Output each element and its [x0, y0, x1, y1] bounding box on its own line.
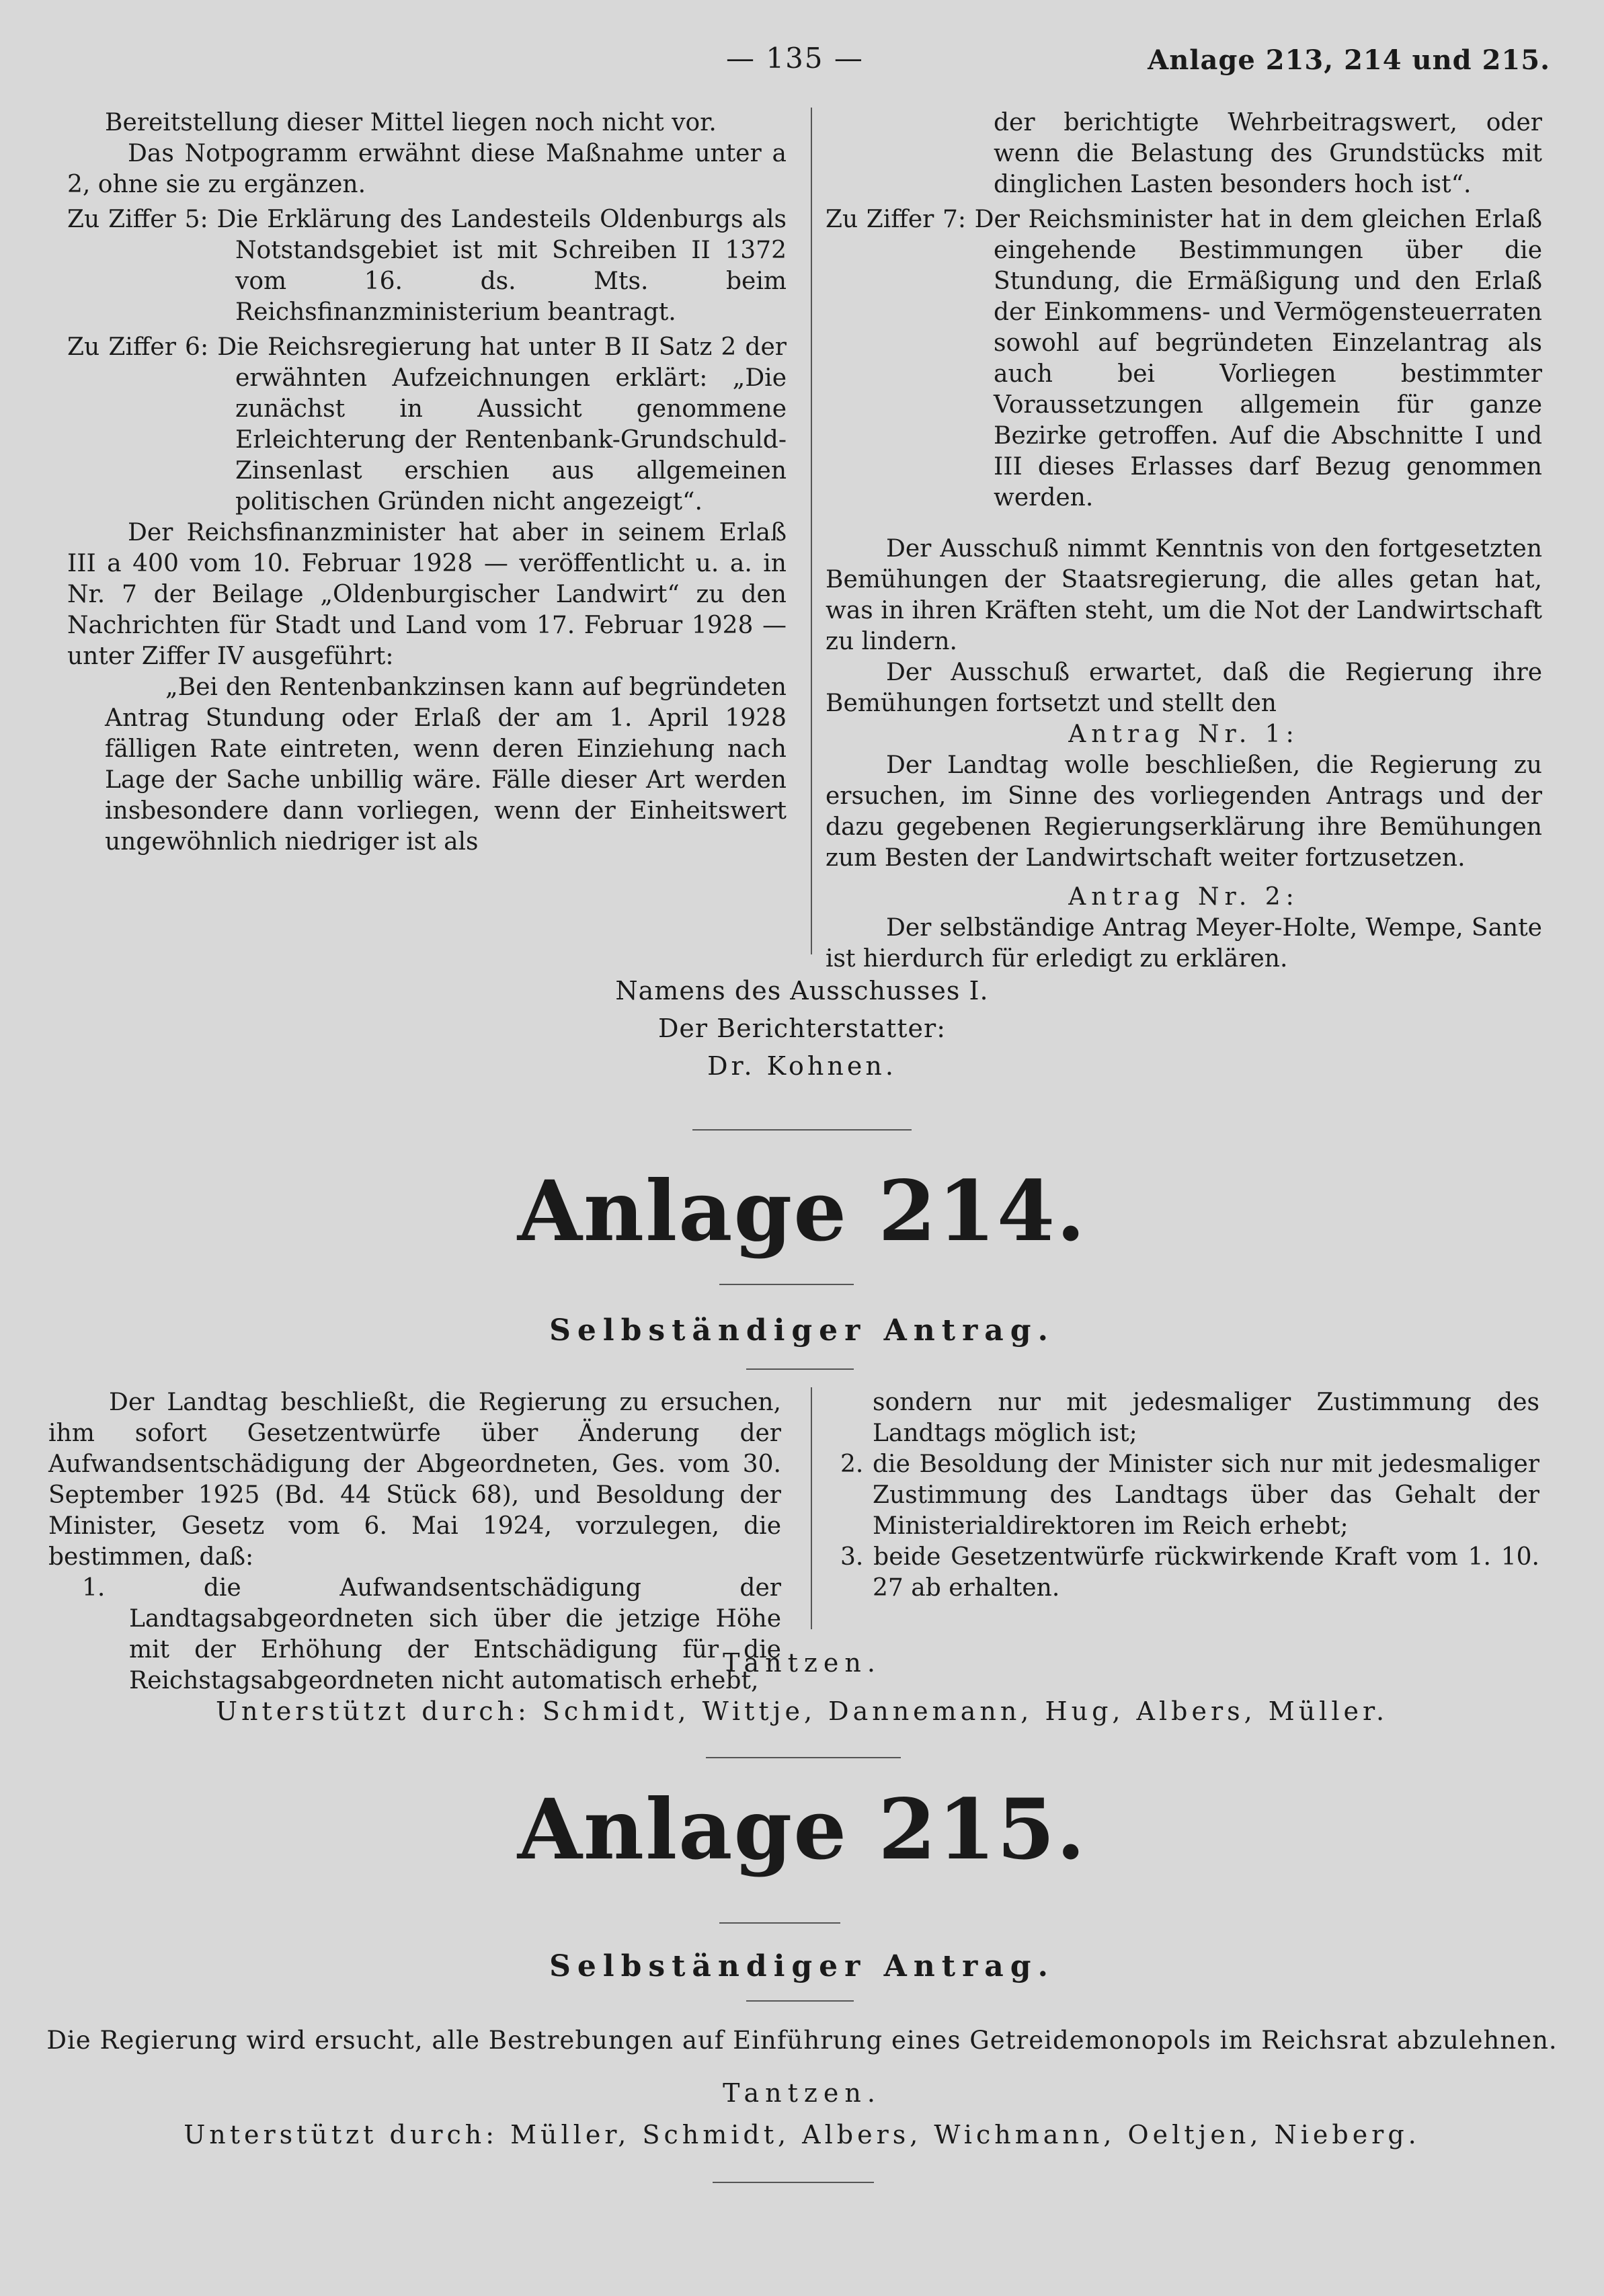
supporters-line: Unterstützt durch: Schmidt, Wittje, Dannemann, Hug, Albers, Müller.: [215, 1696, 1389, 1726]
divider-rule: [692, 1129, 912, 1131]
divider-rule: [713, 2182, 874, 2183]
quote-paragraph: „Bei den Rentenbankzinsen kann auf begründeten Antrag Stundung oder Erlaß der am 1. April 1928 fälligen Rate eintreten, wenn deren Einziehung nach Lage der Sache unbillig wäre. Fälle dieser Art werden insbesondere dann vorliegen, wenn der Einheitswert ungewöhnlich niedriger ist als: [105, 673, 787, 856]
anlage-214-subtitle: Selbständiger Antrag.: [549, 1313, 1055, 1348]
paragraph-ziffer-7: Zu Ziffer 7: Der Reichsminister hat in dem gleichen Erlaß eingehende Bestimmungen über die Stundung, die Ermäßigung und den Erlaß der Einkommens- und Vermögensteuerraten sowohl auf begründeten Einzelantrag als auch bei Vorliegen bestimmter Voraussetzungen allgemein für ganze Bezirke getroffen. Auf die Abschnitte I und III dieses Erlasses darf Bezug genommen werden.: [826, 206, 1542, 511]
paragraph: Das Notpogramm erwähnt diese Maßnahme unter a 2, ohne sie zu ergänzen.: [67, 140, 787, 198]
list-item-1-continuation: sondern nur mit jedesmaliger Zustimmung des Landtags möglich ist;: [873, 1389, 1539, 1447]
divider-rule: [719, 1284, 854, 1285]
divider-rule: [746, 2000, 854, 2002]
page-number: — 135 —: [726, 42, 864, 75]
paragraph: der berichtigte Wehrbeitragswert, oder wenn die Belastung des Grundstücks mit dinglichen Lasten besonders hoch ist“.: [994, 109, 1542, 198]
antrag-1-text: Der Landtag wolle beschließen, die Regierung zu ersuchen, im Sinne des vorliegenden Antrags und der dazu gegebenen Regierungserklärung ihre Bemühungen zum Besten der Landwirtschaft weiter fortzusetzen.: [826, 751, 1542, 872]
column-divider: [811, 1387, 812, 1629]
anlage-214-title: Anlage 214.: [517, 1163, 1087, 1260]
divider-rule: [746, 1368, 854, 1370]
committee-signature: Namens des Ausschusses I.: [615, 976, 989, 1006]
anlage-215-text: Die Regierung wird ersucht, alle Bestrebungen auf Einführung eines Getreidemonopols im Reichsrat abzulehnen.: [46, 2026, 1558, 2055]
list-item-3: 3. beide Gesetzentwürfe rückwirkende Kraft vom 1. 10. 27 ab erhalten.: [840, 1543, 1539, 1602]
signer-name: Tantzen.: [723, 2078, 881, 2108]
reporter-name: Dr. Kohnen.: [707, 1051, 897, 1081]
paragraph: Bereitstellung dieser Mittel liegen noch nicht vor.: [105, 109, 717, 136]
reporter-label: Der Berichterstatter:: [657, 1014, 947, 1043]
paragraph-ziffer-6: Zu Ziffer 6: Die Reichsregierung hat unter B II Satz 2 der erwähnten Aufzeichnungen erklärt: „Die zunächst in Aussicht genommene Erleichterung der Rentenbank-Grundschuld-Zinsenlast erschien aus allgemeinen politischen Gründen nicht angezeigt“.: [67, 333, 787, 516]
paragraph: Der Ausschuß erwartet, daß die Regierung ihre Bemühungen fortsetzt und stellt den: [826, 659, 1542, 717]
divider-rule: [706, 1757, 901, 1758]
antrag-1-heading: Antrag Nr. 1:: [1068, 721, 1299, 748]
antrag-2-text: Der selbständige Antrag Meyer-Holte, Wempe, Sante ist hierdurch für erledigt zu erklären.: [826, 914, 1542, 973]
anlage-215-title: Anlage 215.: [517, 1781, 1087, 1879]
paragraph-intro: Der Landtag beschließt, die Regierung zu ersuchen, ihm sofort Gesetzentwürfe über Änderung der Aufwandsentschädigung der Abgeordneten, Ges. vom 30. September 1925 (Bd. 44 Stück 68), und Besoldung der Minister, Gesetz vom 6. Mai 1924, vorzulegen, die bestimmen, daß:: [48, 1389, 781, 1571]
antrag-2-heading: Antrag Nr. 2:: [1068, 883, 1299, 911]
list-item-2: 2. die Besoldung der Minister sich nur mit jedesmaliger Zustimmung des Landtags über das Gehalt der Ministerialdirektoren im Reich erhebt;: [840, 1450, 1539, 1540]
anlage214-right-column: [840, 1387, 1539, 1604]
anlage-215-subtitle: Selbständiger Antrag.: [549, 1949, 1055, 1983]
paragraph: Der Ausschuß nimmt Kenntnis von den fortgesetzten Bemühungen der Staatsregierung, die alles getan hat, was in ihren Kräften steht, um die Not der Landwirtschaft zu lindern.: [826, 535, 1542, 655]
signer-name: Tantzen.: [723, 1648, 881, 1678]
supporters-line: Unterstützt durch: Müller, Schmidt, Albers, Wichmann, Oeltjen, Nieberg.: [184, 2120, 1420, 2149]
anlage213-left-column: [67, 108, 787, 858]
list-item-1: 1. die Aufwandsentschädigung der Landtagsabgeordneten sich über die jetzige Höhe mit der Erhöhung der Entschädigung für die Reichstagsabgeordneten nicht automatisch erhebt,: [82, 1574, 781, 1694]
paragraph-ziffer-5: Zu Ziffer 5: Die Erklärung des Landesteils Oldenburgs als Notstandsgebiet ist mit Schreiben II 1372 vom 16. ds. Mts. beim Reichsfinanzministerium beantragt.: [67, 206, 787, 326]
divider-rule: [719, 1922, 840, 1924]
anlage213-right-column: [826, 108, 1542, 975]
paragraph: Der Reichsfinanzminister hat aber in seinem Erlaß III a 400 vom 10. Februar 1928 — veröffentlicht u. a. in Nr. 7 der Beilage „Oldenburgischer Landwirt“ zu den Nachrichten für Stadt und Land vom 17. Februar 1928 — unter Ziffer IV ausgeführt:: [67, 519, 787, 670]
running-title: Anlage 213, 214 und 215.: [1148, 44, 1550, 76]
column-divider: [811, 108, 812, 954]
